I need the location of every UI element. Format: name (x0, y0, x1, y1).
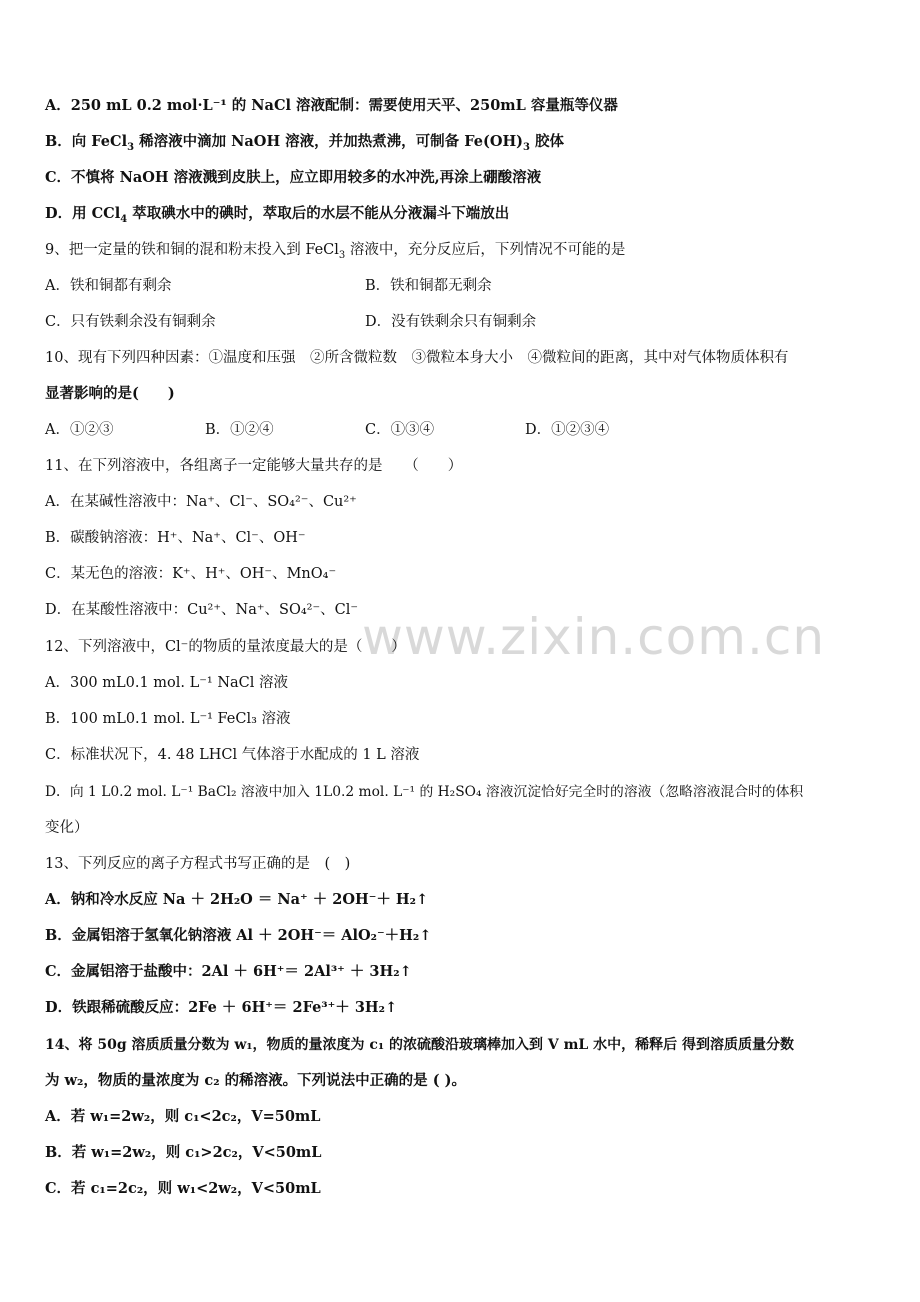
q8-option-d: D．用 CCl$_4$ 萃取碘水中的碘时，萃取后的水层不能从分液漏斗下端放出 (45, 205, 510, 225)
q12-option-a: A．300 mL0.1 mol. L⁻¹ NaCl 溶液 (45, 675, 289, 691)
q12-option-c: C．标准状况下，4. 48 LHCl 气体溶于水配成的 1 L 溶液 (45, 747, 420, 763)
q12-option-b: B．100 mL0.1 mol. L⁻¹ FeCl₃ 溶液 (45, 711, 291, 727)
q10-option-d: D．①②③④ (525, 422, 610, 438)
q9-options-row-2 (45, 312, 885, 332)
q13-option-a: A．钠和冷水反应 Na ＋ 2H₂O ＝ Na⁺ ＋ 2OH⁻＋ H₂↑ (45, 891, 429, 908)
q14-option-b: B．若 w₁=2w₂，则 c₁>2c₂，V<50mL (45, 1144, 322, 1161)
q8-option-c: C．不慎将 NaOH 溶液溅到皮肤上，应立即用较多的水冲洗,再涂上硼酸溶液 (45, 169, 542, 186)
q13-stem: 13、下列反应的离子方程式书写正确的是 ( ) (45, 856, 351, 872)
q9-options-row-1 (45, 276, 885, 296)
q13-option-c: C．金属铝溶于盐酸中：2Al ＋ 6H⁺＝ 2Al³⁺ ＋ 3H₂↑ (45, 963, 412, 980)
q11-option-c: C．某无色的溶液：K⁺、H⁺、OH⁻、MnO₄⁻ (45, 566, 337, 582)
q10-stem-line-2: 显著影响的是( ) (45, 385, 175, 402)
q14-stem-line-1: 14、将 50g 溶质质量分数为 w₁，物质的量浓度为 c₁ 的浓硫酸沿玻璃棒加入到 V mL 水中，稀释后 得到溶质质量分数 (45, 1037, 794, 1053)
q13-option-b: B．金属铝溶于氢氧化钠溶液 Al ＋ 2OH⁻＝ AlO₂⁻＋H₂↑ (45, 927, 432, 944)
q10-option-b: B．①②④ (205, 422, 274, 438)
q8-option-b: B．向 FeCl$_3$ 稀溶液中滴加 NaOH 溶液，并加热煮沸，可制备 $Fe(OH)_3$ 胶体 (45, 133, 565, 153)
q12-option-d-line-2: 变化） (45, 820, 89, 836)
q10-stem-line-1: 10、现有下列四种因素：①温度和压强 ②所含微粒数 ③微粒本身大小 ④微粒间的距离，其中对气体物质体积有 (45, 350, 789, 366)
q11-option-d: D．在某酸性溶液中：Cu²⁺、Na⁺、SO₄²⁻、Cl⁻ (45, 602, 358, 618)
q11-option-a: A．在某碱性溶液中：Na⁺、Cl⁻、SO₄²⁻、Cu²⁺ (45, 494, 357, 510)
q10-options (45, 420, 885, 440)
q10-option-c: C．①③④ (365, 422, 435, 438)
q12-stem: 12、下列溶液中，Cl⁻的物质的量浓度最大的是（ ） (45, 639, 406, 655)
q13-option-d: D．铁跟稀硫酸反应：2Fe ＋ 6H⁺＝ 2Fe³⁺＋ 3H₂↑ (45, 999, 398, 1016)
q14-option-c: C．若 c₁=2c₂，则 w₁<2w₂，V<50mL (45, 1180, 321, 1197)
q14-option-a: A．若 w₁=2w₂，则 c₁<2c₂，V=50mL (45, 1108, 321, 1125)
watermark: www.zixin.com.cn (362, 608, 826, 666)
q11-stem: 11、在下列溶液中，各组离子一定能够大量共存的是 （ ） (45, 458, 463, 474)
q8-option-a: A．250 mL 0.2 mol·L⁻¹ 的 NaCl 溶液配制：需要使用天平、250mL 容量瓶等仪器 (45, 97, 618, 114)
q9-option-c: C．只有铁剩余没有铜剩余 (45, 314, 216, 330)
q9-stem: 9、把一定量的铁和铜的混和粉末投入到 FeCl$_3$ 溶液中，充分反应后，下列情况不可能的是 (45, 242, 626, 261)
q14-stem-line-2: 为 w₂，物质的量浓度为 c₂ 的稀溶液。下列说法中正确的是 ( )。 (45, 1072, 466, 1089)
q10-option-a: A．①②③ (45, 422, 114, 438)
q11-option-b: B．碳酸钠溶液：H⁺、Na⁺、Cl⁻、OH⁻ (45, 530, 306, 546)
q12-option-d-line-1: D．向 1 L0.2 mol. L⁻¹ BaCl₂ 溶液中加入 1L0.2 mol. L⁻¹ 的 H₂SO₄ 溶液沉淀恰好完全时的溶液（忽略溶液混合时的体积 (45, 784, 804, 800)
q9-option-d: D．没有铁剩余只有铜剩余 (365, 314, 537, 330)
q9-option-b: B．铁和铜都无剩余 (365, 278, 492, 294)
q9-option-a: A．铁和铜都有剩余 (45, 278, 172, 294)
